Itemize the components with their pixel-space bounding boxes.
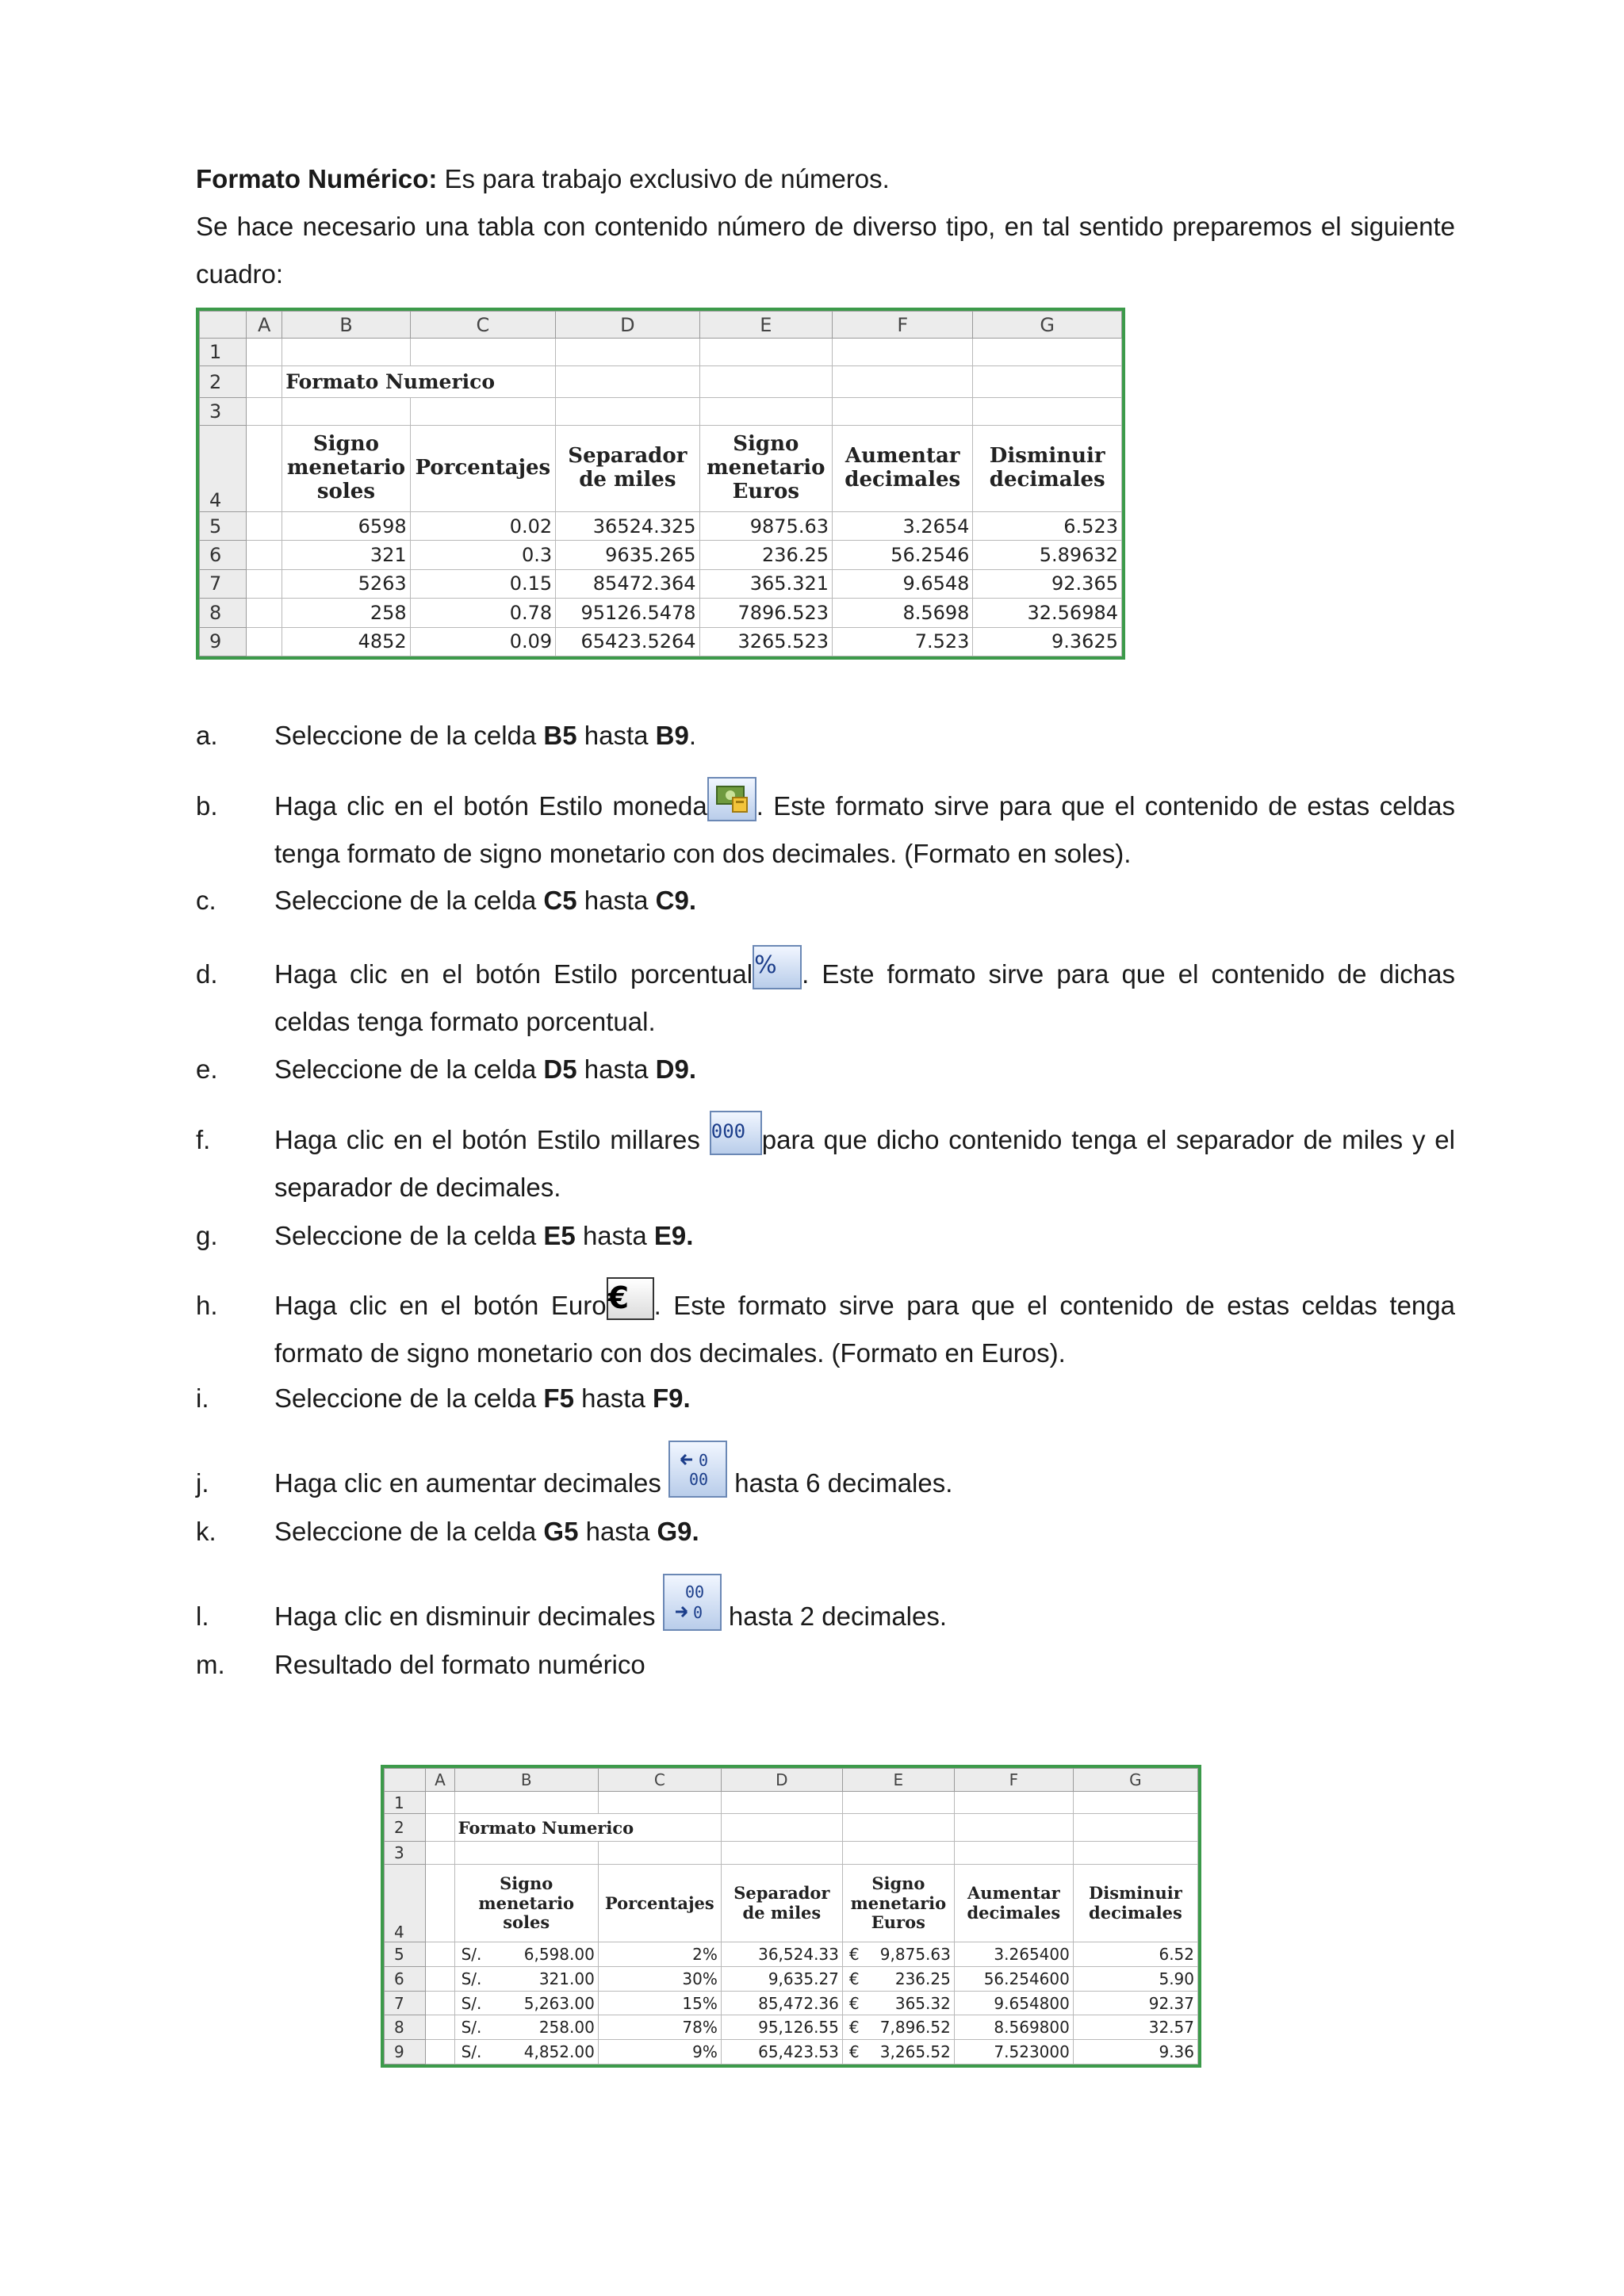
- column-letter: A: [426, 1769, 454, 1792]
- cell: 2%: [598, 1942, 721, 1967]
- step-letter: e.: [196, 1054, 218, 1084]
- row-number: 6: [200, 541, 247, 569]
- column-header-row: [385, 1769, 1198, 1792]
- cell: 32.56984: [973, 599, 1122, 627]
- step-letter: b.: [196, 791, 218, 821]
- column-letter: D: [721, 1769, 842, 1792]
- cell: 92.365: [973, 569, 1122, 598]
- row-number: 7: [385, 1991, 426, 2015]
- cell: 9,635.27: [721, 1966, 842, 1991]
- cell: 0.3: [410, 541, 555, 569]
- cell: 8.5698: [833, 599, 973, 627]
- row-number: 9: [200, 627, 247, 656]
- cell: 92.37: [1073, 1991, 1197, 2015]
- currency-symbol: €: [848, 2042, 860, 2062]
- currency-symbol: S/.: [461, 1993, 482, 2013]
- step-text: Haga clic en disminuir decimales 00 0 hasta 2 decimales.: [274, 1593, 1455, 1640]
- intro-title: [196, 155, 1455, 203]
- cell: 5.89632: [973, 541, 1122, 569]
- cell: 36524.325: [556, 511, 699, 540]
- spreadsheet-original: [196, 308, 1125, 660]
- header-row: [385, 1864, 1198, 1942]
- step-text: Seleccione de la celda F5 hasta F9.: [274, 1383, 691, 1413]
- row-number: 7: [200, 569, 247, 598]
- column-letter: B: [282, 312, 410, 339]
- column-header: Signo menetario Euros: [699, 425, 832, 511]
- cell: 0.78: [410, 599, 555, 627]
- cell: 3.2654: [833, 511, 973, 540]
- intro-body: Se hace necesario una tabla con contenido número de diverso tipo, en tal sentido preparemos el siguiente cuadro:: [196, 212, 1455, 289]
- row-number: 1: [385, 1791, 426, 1814]
- step-letter: f.: [196, 1125, 211, 1154]
- cell: 9875.63: [699, 511, 832, 540]
- cell: € 236.25: [842, 1966, 954, 1991]
- step-text: Seleccione de la celda D5 hasta D9.: [274, 1054, 697, 1084]
- column-header: Porcentajes: [410, 425, 555, 511]
- svg-text:00: 00: [684, 1582, 704, 1602]
- thousands-style-icon[interactable]: 000: [710, 1111, 762, 1155]
- cell: S/. 321.00: [454, 1966, 598, 1991]
- row-number: 5: [385, 1942, 426, 1967]
- step-text: Seleccione de la celda E5 hasta E9.: [274, 1221, 694, 1250]
- row-number: 2: [200, 365, 247, 397]
- euro-icon[interactable]: €: [607, 1277, 654, 1320]
- cell: 65,423.53: [721, 2040, 842, 2064]
- cell: 85472.364: [556, 569, 699, 598]
- currency-symbol: S/.: [461, 2042, 482, 2062]
- row-number: 3: [385, 1842, 426, 1865]
- spreadsheet-result: [381, 1765, 1201, 2068]
- column-header: Aumentar decimales: [954, 1864, 1073, 1942]
- cell: 56.2546: [833, 541, 973, 569]
- cell: € 9,875.63: [842, 1942, 954, 1967]
- cell: 321: [282, 541, 410, 569]
- row-number: 5: [200, 511, 247, 540]
- currency-symbol: S/.: [461, 1945, 482, 1965]
- corner-cell: [200, 312, 247, 339]
- column-header: Separador de miles: [721, 1864, 842, 1942]
- table-row: [200, 541, 1122, 569]
- column-header: Porcentajes: [598, 1864, 721, 1942]
- cell: 0.09: [410, 627, 555, 656]
- row-number: 8: [200, 599, 247, 627]
- step-text: Seleccione de la celda G5 hasta G9.: [274, 1517, 699, 1546]
- cell: 5263: [282, 569, 410, 598]
- cell: S/. 6,598.00: [454, 1942, 598, 1967]
- row-number: 9: [385, 2040, 426, 2064]
- column-letter: B: [454, 1769, 598, 1792]
- intro-title-bold: Formato Numérico:: [196, 164, 438, 193]
- table-row: [200, 511, 1122, 540]
- cell: 32.57: [1073, 2015, 1197, 2040]
- spreadsheet-result-table: [384, 1768, 1198, 2064]
- row-number: 6: [385, 1966, 426, 1991]
- cell: 78%: [598, 2015, 721, 2040]
- step-text: Haga clic en el botón Estilo millares 000 para que dicho contenido tenga el separador de miles y el separador de decimales.: [274, 1116, 1455, 1211]
- step-letter: d.: [196, 959, 218, 989]
- cell: 9635.265: [556, 541, 699, 569]
- spreadsheet-original-table: [199, 311, 1122, 656]
- cell: € 7,896.52: [842, 2015, 954, 2040]
- step-text: Haga clic en el botón Euro€ . Este formato sirve para que el contenido de estas celdas tenga formato de signo monetario con dos decimales. (Formato en Euros).: [274, 1282, 1455, 1377]
- cell: 0.02: [410, 511, 555, 540]
- table-row: [385, 1942, 1198, 1967]
- step-text: Haga clic en aumentar decimales 0 00 hasta 6 decimales.: [274, 1460, 1455, 1507]
- svg-text:00: 00: [689, 1470, 709, 1490]
- row-number: 1: [200, 339, 247, 365]
- table-row: [385, 1842, 1198, 1865]
- column-header-row: [200, 312, 1122, 339]
- cell: 6.52: [1073, 1942, 1197, 1967]
- cell: 9.36: [1073, 2040, 1197, 2064]
- cell: € 3,265.52: [842, 2040, 954, 2064]
- cell: 95126.5478: [556, 599, 699, 627]
- currency-symbol: €: [848, 2018, 860, 2038]
- step-text: Haga clic en el botón Estilo porcentual% . Este formato sirve para que el contenido de dichas celdas tenga formato porcentual.: [274, 951, 1455, 1046]
- column-header: Aumentar decimales: [833, 425, 973, 511]
- column-header: Disminuir decimales: [973, 425, 1122, 511]
- step-text: Haga clic en el botón Estilo moneda . Este formato sirve para que el contenido de estas celdas tenga formato de signo monetario con dos decimales. (Formato en soles).: [274, 783, 1455, 878]
- cell: 9.654800: [954, 1991, 1073, 2015]
- corner-cell: [385, 1769, 426, 1792]
- column-letter: G: [973, 312, 1122, 339]
- cell: 7.523000: [954, 2040, 1073, 2064]
- cell: 3265.523: [699, 627, 832, 656]
- increase-decimal-icon[interactable]: [668, 1441, 727, 1498]
- table-row: [385, 2040, 1198, 2064]
- cell: 30%: [598, 1966, 721, 1991]
- cell: € 365.32: [842, 1991, 954, 2015]
- sheet-title: Formato Numerico: [282, 365, 556, 397]
- column-letter: F: [954, 1769, 1073, 1792]
- decrease-decimal-icon[interactable]: [663, 1574, 722, 1631]
- table-row: [200, 398, 1122, 425]
- step-text: Seleccione de la celda C5 hasta C9.: [274, 886, 697, 915]
- table-row: [200, 569, 1122, 598]
- step-letter: j.: [196, 1468, 209, 1498]
- column-letter: E: [842, 1769, 954, 1792]
- cell: 5.90: [1073, 1966, 1197, 1991]
- cell: 6.523: [973, 511, 1122, 540]
- intro-title-rest: Es para trabajo exclusivo de números.: [437, 164, 890, 193]
- table-row: [200, 599, 1122, 627]
- table-row: [200, 339, 1122, 365]
- table-row: [385, 1814, 1198, 1842]
- cell: 36,524.33: [721, 1942, 842, 1967]
- svg-text:0: 0: [699, 1451, 709, 1471]
- row-number: 4: [200, 425, 247, 511]
- cell: 9.3625: [973, 627, 1122, 656]
- table-row: [385, 2015, 1198, 2040]
- currency-style-icon[interactable]: [707, 777, 756, 821]
- column-header: Disminuir decimales: [1073, 1864, 1197, 1942]
- currency-symbol: €: [848, 1945, 860, 1965]
- column-header: Signo menetario soles: [454, 1864, 598, 1942]
- column-letter: C: [410, 312, 555, 339]
- cell: S/. 4,852.00: [454, 2040, 598, 2064]
- svg-text:0: 0: [692, 1603, 703, 1623]
- column-letter: E: [699, 312, 832, 339]
- currency-symbol: €: [848, 1969, 860, 1988]
- cell: 365.321: [699, 569, 832, 598]
- cell: 7896.523: [699, 599, 832, 627]
- sheet-title: Formato Numerico: [454, 1814, 721, 1842]
- table-row: [385, 1991, 1198, 2015]
- cell: 15%: [598, 1991, 721, 2015]
- percent-style-icon[interactable]: %: [753, 945, 802, 989]
- step-text: Seleccione de la celda B5 hasta B9.: [274, 721, 697, 750]
- row-number: 8: [385, 2015, 426, 2040]
- table-row: [385, 1791, 1198, 1814]
- step-letter: g.: [196, 1221, 218, 1250]
- column-header: Separador de miles: [556, 425, 699, 511]
- cell: 56.254600: [954, 1966, 1073, 1991]
- column-letter: F: [833, 312, 973, 339]
- table-row: [200, 627, 1122, 656]
- table-row: [385, 1966, 1198, 1991]
- cell: 0.15: [410, 569, 555, 598]
- row-number: 4: [385, 1864, 426, 1942]
- column-letter: A: [247, 312, 282, 339]
- table-row: [200, 365, 1122, 397]
- currency-symbol: S/.: [461, 2018, 482, 2038]
- cell: 4852: [282, 627, 410, 656]
- row-number: 3: [200, 398, 247, 425]
- cell: 6598: [282, 511, 410, 540]
- cell: 95,126.55: [721, 2015, 842, 2040]
- column-letter: G: [1073, 1769, 1197, 1792]
- cell: 258: [282, 599, 410, 627]
- step-text: Resultado del formato numérico: [274, 1650, 645, 1679]
- cell: 85,472.36: [721, 1991, 842, 2015]
- step-letter: a.: [196, 721, 218, 750]
- cell: 236.25: [699, 541, 832, 569]
- step-letter: k.: [196, 1517, 216, 1546]
- cell: 65423.5264: [556, 627, 699, 656]
- step-letter: c.: [196, 886, 216, 915]
- step-letter: l.: [196, 1601, 209, 1631]
- cell: S/. 5,263.00: [454, 1991, 598, 2015]
- cell: 8.569800: [954, 2015, 1073, 2040]
- column-header: Signo menetario Euros: [842, 1864, 954, 1942]
- currency-symbol: S/.: [461, 1969, 482, 1988]
- row-number: 2: [385, 1814, 426, 1842]
- currency-symbol: €: [848, 1993, 860, 2013]
- step-letter: i.: [196, 1383, 209, 1413]
- cell: 9%: [598, 2040, 721, 2064]
- header-row: [200, 425, 1122, 511]
- step-letter: m.: [196, 1650, 225, 1679]
- cell: 9.6548: [833, 569, 973, 598]
- column-letter: D: [556, 312, 699, 339]
- column-letter: C: [598, 1769, 721, 1792]
- cell: S/. 258.00: [454, 2015, 598, 2040]
- step-letter: h.: [196, 1291, 218, 1320]
- column-header: Signo menetario soles: [282, 425, 410, 511]
- cell: 3.265400: [954, 1942, 1073, 1967]
- cell: 7.523: [833, 627, 973, 656]
